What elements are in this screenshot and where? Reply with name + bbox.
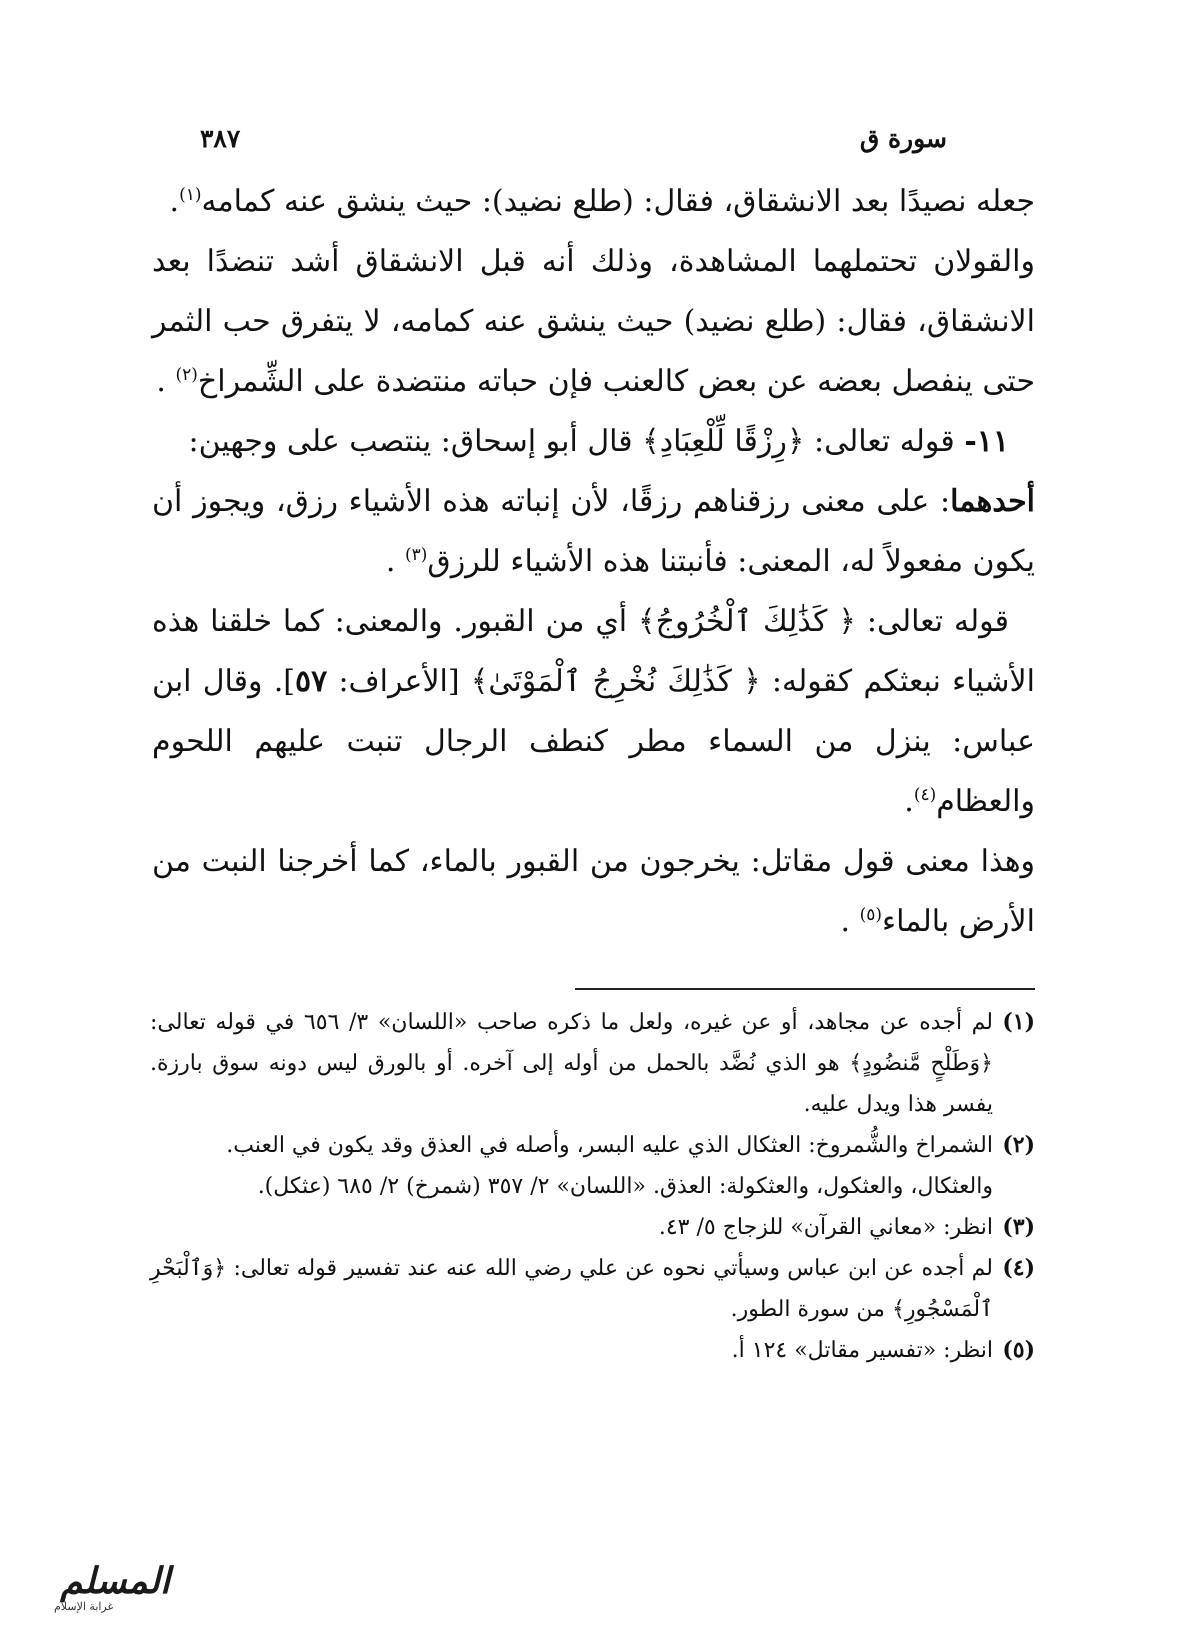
- footnote-2: [150, 1125, 1035, 1166]
- footnote-number: (٤): [1002, 1255, 1035, 1281]
- footnote-number: (٥): [1002, 1337, 1035, 1363]
- footnote-4: [150, 1248, 1035, 1330]
- paragraph-1: جعله نصيدًا بعد الانشقاق، فقال: (طلع نضيد): حيث ينشق عنه كمامه$^{(١)}$.: [169, 184, 1035, 219]
- logo-text: المسلم: [60, 1560, 170, 1602]
- footnote-text: لم أجده عن مجاهد، أو عن غيره، ولعل ما ذكره صاحب «اللسان» ٣/ ٦٥٦ في قوله تعالى: ﴿وَطَلْحٍ مَّنضُودٍ﴾ هو الذي نُضَّد بالحمل من أوله إلى آخره. أو بالورق ليس دونه سوق بارزة. يفسر هذا ويدل عليه.: [150, 1010, 994, 1117]
- page-number: ٣٨٧: [200, 123, 241, 153]
- footnote-number: (٣): [1002, 1214, 1035, 1240]
- logo-subtext: غرابة الإسلام: [54, 1600, 114, 1613]
- paragraph-3: ١١- قوله تعالى: ﴿رِزْقًا لِّلْعِبَادِ﴾ قال أبو إسحاق: ينتصب على وجهين:: [188, 424, 1009, 459]
- footnote-text: لم أجده عن ابن عباس وسيأتي نحوه عن علي رضي الله عنه عند تفسير قوله تعالى: ﴿وَٱلْبَحْرِ ٱلْمَسْجُورِ﴾ من سورة الطور.: [150, 1256, 993, 1322]
- footnote-ref-4: (٤): [913, 785, 937, 805]
- footnote-text: انظر: «تفسير مقاتل» ١٢٤ أ.: [731, 1338, 993, 1363]
- footnote-text: انظر: «معاني القرآن» للزجاج ٥/ ٤٣.: [658, 1215, 993, 1240]
- footnote-ref-1: (١): [179, 185, 202, 205]
- footnote-number: (١): [1002, 1009, 1035, 1035]
- quran-quote: ﴿ كَذَٰلِكَ ٱلْخُرُوجُ﴾: [638, 604, 856, 639]
- footnote-ref-5: (٥): [859, 905, 883, 925]
- paragraph-2: والقولان تحتملهما المشاهدة، وذلك أنه قبل الانشقاق أشد تنضدًا بعد الانشقاق، فقال: (طلع نضيد) حيث ينشق عنه كمامه، لا يتفرق حب الثمر حتى ينفصل بعضه عن بعض كالعنب فإن حباته منتضدة على الشِّمراخ$^{(٢)}$ .: [152, 244, 1035, 399]
- quran-quote: ﴿وَطَلْحٍ مَّنضُودٍ﴾: [849, 1051, 993, 1076]
- paragraph-5: قوله تعالى: ﴿ كَذَٰلِكَ ٱلْخُرُوجُ﴾ أي من القبور. والمعنى: كما خلقنا هذه الأشياء نبعثكم كقوله: ﴿ كَذَٰلِكَ نُخْرِجُ ٱلْمَوْتَىٰ﴾ [الأعراف: ٥٧]. وقال ابن عباس: ينزل من السماء مطر كنطف الرجال تنبت عليهم اللحوم والعظام$^{(٤)}$.: [152, 604, 1035, 819]
- footnote-number: (٢): [1002, 1132, 1035, 1158]
- footnote-ref-3: (٣): [405, 545, 428, 565]
- lead-word: أحدهما: [950, 484, 1035, 519]
- footnote-divider: [575, 988, 1035, 990]
- footnote-ref-2: (٢): [175, 365, 198, 385]
- publisher-logo: [40, 1560, 170, 1620]
- footnote-5: [150, 1330, 1035, 1371]
- footnote-1: [150, 1002, 1035, 1125]
- running-head: [200, 118, 947, 158]
- footnote-2-continued: والعثكال، والعثكول، والعثكولة: العذق. «اللسان» ٢/ ٣٥٧ (شمرخ) ٢/ ٦٨٥ (عثكل).: [257, 1174, 993, 1199]
- surah-title: سورة ق: [859, 123, 947, 153]
- paragraph-4: أحدهما: على معنى رزقناهم رزقًا، لأن إنباته هذه الأشياء رزق، ويجوز أن يكون مفعولاً له، المعنى: فأنبتنا هذه الأشياء للرزق$^{(٣)}$ .: [152, 484, 1035, 579]
- footnote-text: الشمراخ والشُّمروخ: العثكال الذي عليه البسر، وأصله في العذق وقد يكون في العنب.: [226, 1133, 993, 1158]
- quran-quote: ﴿رِزْقًا لِّلْعِبَادِ﴾: [642, 424, 805, 459]
- footnote-3: [150, 1207, 1035, 1248]
- verse-number: ١١-: [964, 424, 1009, 459]
- verse-reference: ٥٧: [294, 664, 328, 699]
- footnotes: [150, 1002, 1035, 1371]
- main-text: [152, 172, 1035, 952]
- quran-quote: ﴿وَٱلْبَحْرِ ٱلْمَسْجُورِ﴾: [150, 1256, 993, 1322]
- quran-quote: ﴿ كَذَٰلِكَ نُخْرِجُ ٱلْمَوْتَىٰ﴾: [470, 664, 761, 699]
- paragraph-6: وهذا معنى قول مقاتل: يخرجون من القبور بالماء، كما أخرجنا النبت من الأرض بالماء$^{(٥)}$ .: [152, 844, 1035, 939]
